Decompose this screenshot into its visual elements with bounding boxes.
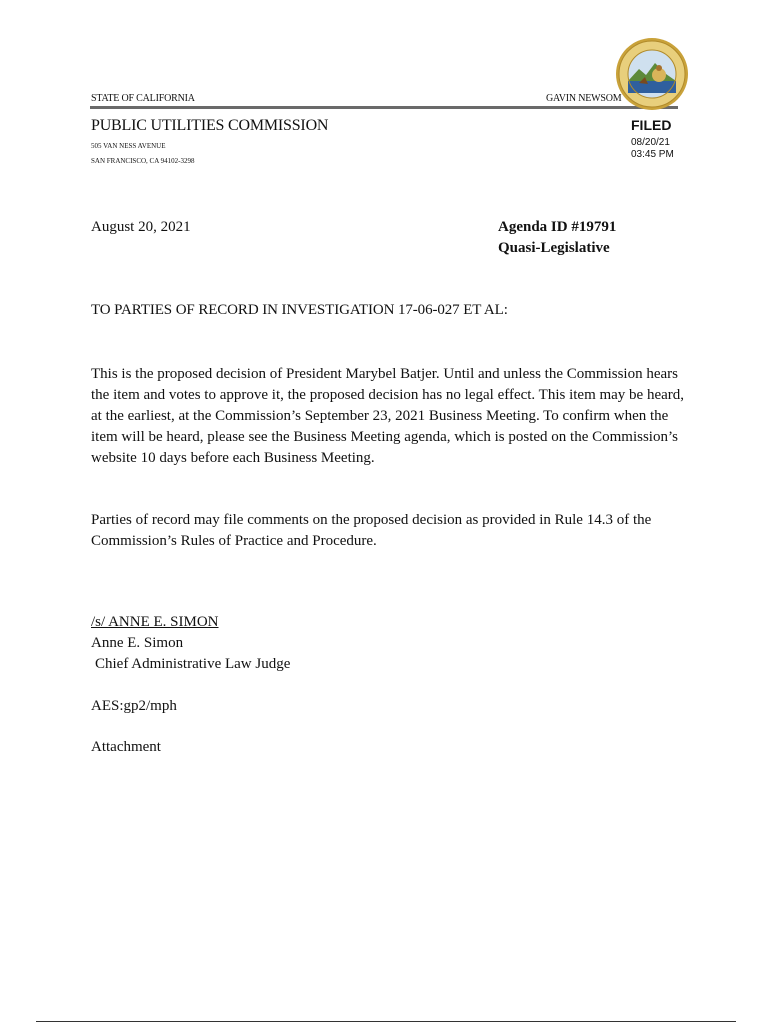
filed-stamp-time: 03:45 PM xyxy=(631,149,674,160)
address-line-1: 505 VAN NESS AVENUE xyxy=(91,142,166,150)
signature: /s/ ANNE E. SIMON xyxy=(91,614,219,630)
reference-initials: AES:gp2/mph xyxy=(91,698,177,714)
footer-rule xyxy=(36,1021,736,1022)
filed-stamp-label: FILED xyxy=(631,117,672,133)
agenda-id: Agenda ID #19791 xyxy=(498,219,617,235)
body-paragraph-2: Parties of record may file comments on the proposed decision as provided in Rule 14.3 of the Commission’s Rules of Practice and Procedure. xyxy=(91,512,652,549)
proceeding-type: Quasi-Legislative xyxy=(498,240,610,256)
signer-title: Chief Administrative Law Judge xyxy=(95,656,291,672)
governor-label: GAVIN NEWSOM xyxy=(546,93,622,104)
salutation: TO PARTIES OF RECORD IN INVESTIGATION 17-06-027 ET AL: xyxy=(91,302,508,318)
letter-date: August 20, 2021 xyxy=(91,219,191,235)
filed-stamp-date: 08/20/21 xyxy=(631,137,670,148)
state-seal-icon xyxy=(615,37,689,111)
attachment-note: Attachment xyxy=(91,739,161,755)
state-label: STATE OF CALIFORNIA xyxy=(91,93,195,104)
address-line-2: SAN FRANCISCO, CA 94102-3298 xyxy=(91,157,195,165)
agency-name: PUBLIC UTILITIES COMMISSION xyxy=(91,117,329,134)
header-rule xyxy=(90,106,678,109)
signer-name: Anne E. Simon xyxy=(91,635,184,651)
body-paragraph-1: This is the proposed decision of President Marybel Batjer. Until and unless the Commission hears the item and votes to approve it, the proposed decision has no legal effect. This item may be heard, at the earliest, at the Commission’s September 23, 2021 Business Meeting. To confirm when the item will be heard, please see the Business Meeting agenda, which is posted on the Commission’s website 10 days before each Business Meeting. xyxy=(91,366,685,466)
